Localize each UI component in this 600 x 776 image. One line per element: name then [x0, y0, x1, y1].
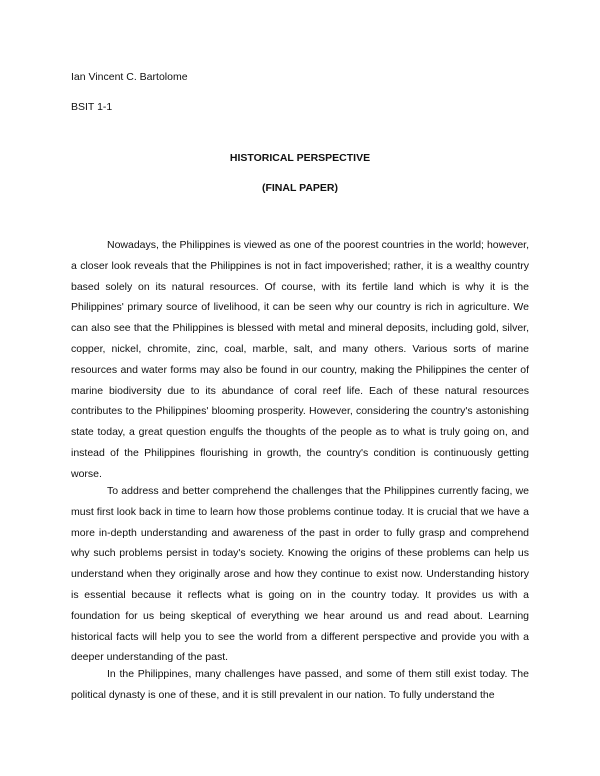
paragraph-3: In the Philippines, many challenges have passed, and some of them still exist today. The political dynasty is one of these, and it is still prevalent in our nation. To fully understand the: [71, 668, 529, 701]
document-subtitle: (FINAL PAPER): [261, 182, 339, 194]
class-section: BSIT 1-1: [71, 101, 113, 113]
document-title: HISTORICAL PERSPECTIVE: [229, 152, 371, 164]
paragraph-2: To address and better comprehend the challenges that the Philippines currently facing, we must first look back in time to learn how those problems continue today. It is crucial that we have a more in-depth understanding and awareness of the past in order to fully grasp and comprehend why such problems persist in today's society. Knowing the origins of these problems can help us understand when they originally arose and how they continue to exist now. Understanding history is essential because it reflects what is going on in the country today. It provides us with a foundation for us being skeptical of everything we hear around us and read about. Learning historical facts will help you to see the world from a different perspective and provide you with a deeper understanding of the past.: [71, 485, 529, 664]
author-name: Ian Vincent C. Bartolome: [71, 71, 188, 83]
paragraph-1: Nowadays, the Philippines is viewed as one of the poorest countries in the world; however, a closer look reveals that the Philippines is not in fact impoverished; rather, it is a wealthy country based solely on its natural resources. Of course, with its fertile land which is why it is the Philippines' primary source of livelihood, it can be seen why our country is rich in agriculture. We can also see that the Philippines is blessed with metal and mineral deposits, including gold, silver, copper, nickel, chromite, zinc, coal, marble, salt, and many others. Various sorts of marine resources and water forms may also be found in our country, making the Philippines the center of marine biodiversity due to its abundance of coral reef life. Each of these natural resources contributes to the Philippines' blooming prosperity. However, considering the country's astonishing state today, a great question engulfs the thoughts of the people as to what is truly going on, and instead of the Philippines flourishing in growth, the country's condition is continuously getting worse.: [71, 239, 529, 480]
